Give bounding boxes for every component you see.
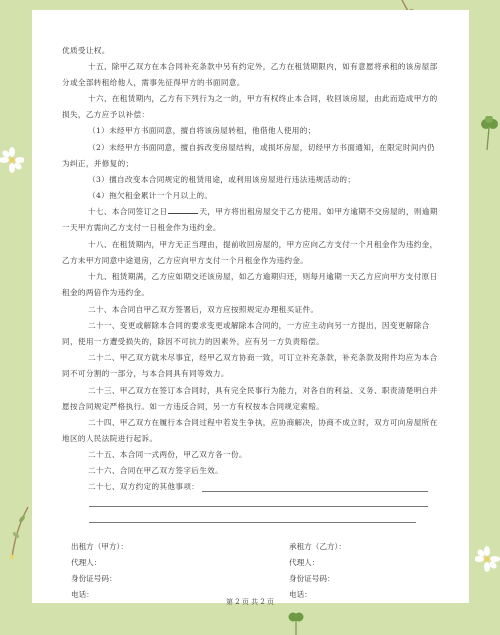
clause-20: 二十、本合同自甲乙双方签署后，双方应按照规定办理租买证件。: [88, 305, 319, 314]
clause-27: 二十七、双方约定的其他事项：: [88, 482, 200, 491]
clause-16-item-2: （2）未经甲方书面同意，擅自拆改变房屋结构，或损坏房屋，切经甲方书面通知，在限定时间内仍为纠正，并修复的；: [62, 143, 435, 169]
lessee-id-label: 身份证号码：: [289, 574, 335, 583]
daisy-right: [475, 545, 500, 573]
other-terms-line-2[interactable]: [89, 506, 428, 507]
branch-left-bottom: [2, 505, 32, 560]
lessor-label: 出租方（甲方）：: [71, 542, 128, 551]
page-number: 第 2 页 共 2 页: [225, 598, 275, 606]
clause-21: 二十一、变更或解除本合同的要求变更或解除本合同的，一方应主动向另一方提出，因变更解除合同，使用一方遭受损失的，除因不可抗力的因素外，应有另一方负责赔偿。: [62, 321, 430, 347]
lessor-agent-label: 代理人：: [71, 558, 102, 567]
clause-17: [62, 204, 438, 236]
lessor-phone-label: 电话：: [71, 590, 94, 599]
clause-23: 二十三、甲乙双方在签订本合同时，具有完全民事行为能力，对各自的利益、义务、职责清楚明白并愿按合同规定严格执行。如一方违反合同，另一方有权按本合同规定索赔。: [62, 386, 438, 412]
lessee-phone-label: 电话：: [289, 590, 312, 599]
clause-17-start: 十七、本合同签订之日: [88, 207, 168, 216]
clause-24: 二十四、甲乙双方在履行本合同过程中若发生争执，应协商解决，协商不成立时，双方可向房屋所在地区的人民法院进行起诉。: [62, 418, 438, 444]
days-blank[interactable]: [168, 204, 198, 214]
clause-22: 二十二、甲乙双方就未尽事宜，经甲乙双方协商一致，可订立补充条款，补充条款及附件均应为本合同不可分割的一部分，与本合同具有同等效力。: [62, 353, 438, 379]
clause-19: 十九、租赁期满，乙方应如期交还该房屋，如乙方逾期归还，则每月逾期一天乙方应向甲方支付原日租金的两倍作为违约金。: [62, 272, 438, 298]
paragraph-priority: 优质受让权。: [62, 46, 110, 55]
clause-16-item-4: （4）拖欠租金累计一个月以上的。: [88, 191, 213, 200]
clause-16-item-3: （3）擅自改变本合同规定的租赁用途，或利用该房屋进行违法违规活动的；: [88, 175, 356, 184]
clause-16-item-1: （1）未经甲方书面同意，擅自将该房屋转租，他借他人使用的；: [88, 126, 316, 135]
daisy-left: [0, 146, 24, 174]
lessee-agent-label: 代理人：: [289, 558, 320, 567]
clover-bottom: [286, 610, 306, 635]
clause-25: 二十五、本合同一式两份，甲乙双方各一份。: [88, 450, 247, 459]
lessee-label: 承租方（乙方）：: [289, 542, 346, 551]
clover-right: [478, 116, 500, 150]
other-terms-line-3[interactable]: [89, 522, 416, 523]
clause-16: 十六、在租赁期内，乙方有下列行为之一的，甲方有权终止本合同，收回该房屋，由此而造成甲方的损失，乙方应予以补偿：: [62, 94, 438, 120]
clause-17-rest: 天，甲方将出租房屋交于乙方使用。如甲方逾期不交房屋的，则逾期一天甲方需向乙方支付一日租金作为违约金。: [62, 207, 438, 233]
lessor-id-label: 身份证号码：: [71, 574, 117, 583]
clause-26: 二十六、合同在甲乙双方签字后生效。: [88, 466, 224, 475]
other-terms-line-1[interactable]: [202, 491, 428, 492]
clause-18: 十八、在租赁期内，甲方无正当理由，提前收回房屋的，甲方应向乙方支付一个月租金作为违约金，乙方未甲方同意中途退房，乙方应向甲方支付一个月租金作为违约金。: [62, 240, 438, 266]
clause-15: 十五、除甲乙双方在本合同补充条款中另有约定外，乙方在租赁期限内，如有意愿将承租的该房屋部分或全部转租给他人，需事先征得甲方的书面同意。: [62, 62, 438, 88]
